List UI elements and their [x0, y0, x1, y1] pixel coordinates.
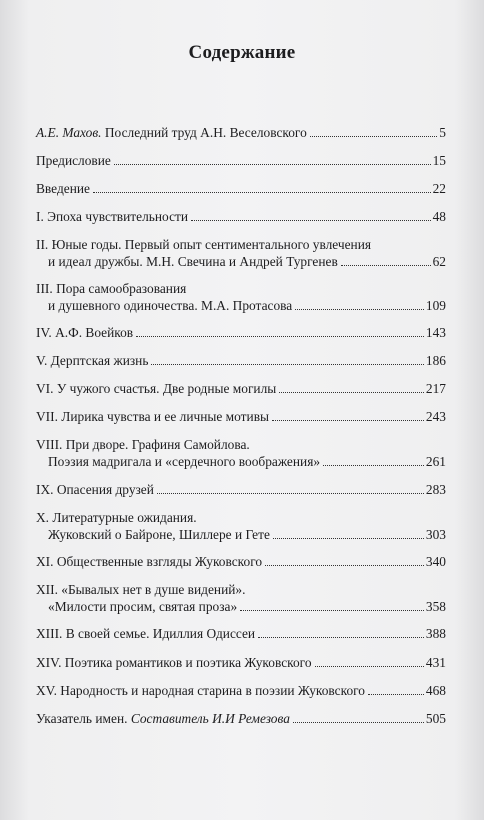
toc-entry-title-cont: и душевного одиночества. М.А. Протасова	[48, 298, 293, 313]
toc-entry-chapter-10	[36, 509, 446, 543]
toc-entry-page: 186	[425, 353, 446, 368]
dot-leader	[341, 265, 431, 266]
toc-entry-preface	[36, 152, 446, 169]
dot-leader	[279, 392, 424, 393]
dot-leader	[136, 336, 424, 337]
toc-entry-page: 283	[425, 482, 446, 497]
toc-entry-title-cont: Поэзия мадригала и «сердечного воображения»	[48, 454, 321, 469]
dot-leader	[151, 364, 423, 365]
toc-entry-page: 505	[425, 711, 446, 726]
toc-entry-page: 62	[432, 254, 446, 269]
toc-entry-page: 22	[432, 181, 446, 196]
dot-leader	[273, 538, 424, 539]
toc-entry-chapter-13	[36, 625, 446, 642]
toc-entry-chapter-4	[36, 324, 446, 341]
toc-entry-title: Введение	[36, 181, 90, 196]
dot-leader	[258, 637, 424, 638]
toc-entry-title-cont: Жуковский о Байроне, Шиллере и Гете	[48, 527, 270, 542]
toc-entry-chapter-2	[36, 236, 446, 270]
toc-entry-title-cont: и идеал дружбы. М.Н. Свечина и Андрей Тургенев	[48, 254, 338, 269]
dot-leader	[272, 420, 424, 421]
toc-entry-chapter-14	[36, 654, 446, 671]
dot-leader	[157, 493, 424, 494]
toc-entry-page: 261	[425, 454, 446, 469]
toc-entry-page: 468	[425, 683, 446, 698]
toc-entry-chapter-15	[36, 682, 446, 699]
toc-entry-title: VI. У чужого счастья. Две родные могилы	[36, 381, 277, 396]
toc-entry-title: Указатель имен.	[36, 711, 128, 726]
toc-entry-compiler: Составитель И.И Ремезова	[130, 711, 290, 726]
toc-entry-chapter-6	[36, 380, 446, 397]
toc-entry-page: 48	[432, 209, 446, 224]
toc-entry-title: I. Эпоха чувствительности	[36, 209, 189, 224]
toc-entry-title: II. Юные годы. Первый опыт сентиментального увлечения	[36, 237, 372, 252]
toc-entry-title-cont: «Милости просим, святая проза»	[48, 599, 238, 614]
toc-entry-title: IV. А.Ф. Воейков	[36, 325, 134, 340]
toc-entry-page: 340	[425, 554, 446, 569]
toc-entry-author: А.Е. Махов.	[36, 125, 102, 140]
toc-entry-chapter-9	[36, 481, 446, 498]
toc-entry-page: 109	[425, 298, 446, 313]
toc-entry-page: 358	[425, 599, 446, 614]
toc-entry-title: VIII. При дворе. Графиня Самойлова.	[36, 437, 250, 452]
toc-entry-makhov	[36, 124, 446, 141]
toc-entry-page: 217	[425, 381, 446, 396]
toc-entry-title: III. Пора самообразования	[36, 281, 187, 296]
toc-entry-chapter-8	[36, 436, 446, 470]
toc-entry-title: XIV. Поэтика романтиков и поэтика Жуковского	[36, 655, 312, 670]
toc-entry-chapter-5	[36, 352, 446, 369]
toc-entry-title: VII. Лирика чувства и ее личные мотивы	[36, 409, 270, 424]
toc-entry-chapter-1	[36, 208, 446, 225]
dot-leader	[315, 666, 424, 667]
toc-entry-page: 388	[425, 626, 446, 641]
toc-entry-title: V. Дерптская жизнь	[36, 353, 149, 368]
toc-entry-name-index	[36, 710, 446, 727]
toc-entry-title: Предисловие	[36, 153, 111, 168]
dot-leader	[240, 610, 424, 611]
dot-leader	[191, 220, 431, 221]
toc-entry-introduction	[36, 180, 446, 197]
page-title: Содержание	[188, 42, 296, 63]
dot-leader	[295, 309, 424, 310]
toc-entry-chapter-11	[36, 553, 446, 570]
toc-entry-title: XV. Народность и народная старина в поэзии Жуковского	[36, 683, 365, 698]
dot-leader	[93, 192, 431, 193]
toc-entry-chapter-12	[36, 581, 446, 615]
dot-leader	[265, 565, 424, 566]
toc-entry-page: 15	[432, 153, 446, 168]
toc-entry-page: 143	[425, 325, 446, 340]
dot-leader	[293, 722, 424, 723]
toc-entry-title: XIII. В своей семье. Идиллия Одиссеи	[36, 626, 256, 641]
toc-entry-page: 5	[439, 125, 446, 140]
toc-entry-page: 243	[425, 409, 446, 424]
dot-leader	[323, 465, 424, 466]
dot-leader	[114, 164, 431, 165]
dot-leader	[368, 694, 424, 695]
toc-entry-title: X. Литературные ожидания.	[36, 510, 197, 525]
toc-entry-title: XI. Общественные взгляды Жуковского	[36, 554, 263, 569]
toc-entry-title: XII. «Бывалых нет в душе видений».	[36, 582, 246, 597]
dot-leader	[310, 136, 438, 137]
toc-entry-page: 303	[425, 527, 446, 542]
toc-entry-title: Последний труд А.Н. Веселовского	[104, 125, 307, 140]
toc-entry-chapter-7	[36, 408, 446, 425]
toc-entry-page: 431	[425, 655, 446, 670]
toc-entry-title: IX. Опасения друзей	[36, 482, 154, 497]
toc-entry-chapter-3	[36, 280, 446, 314]
